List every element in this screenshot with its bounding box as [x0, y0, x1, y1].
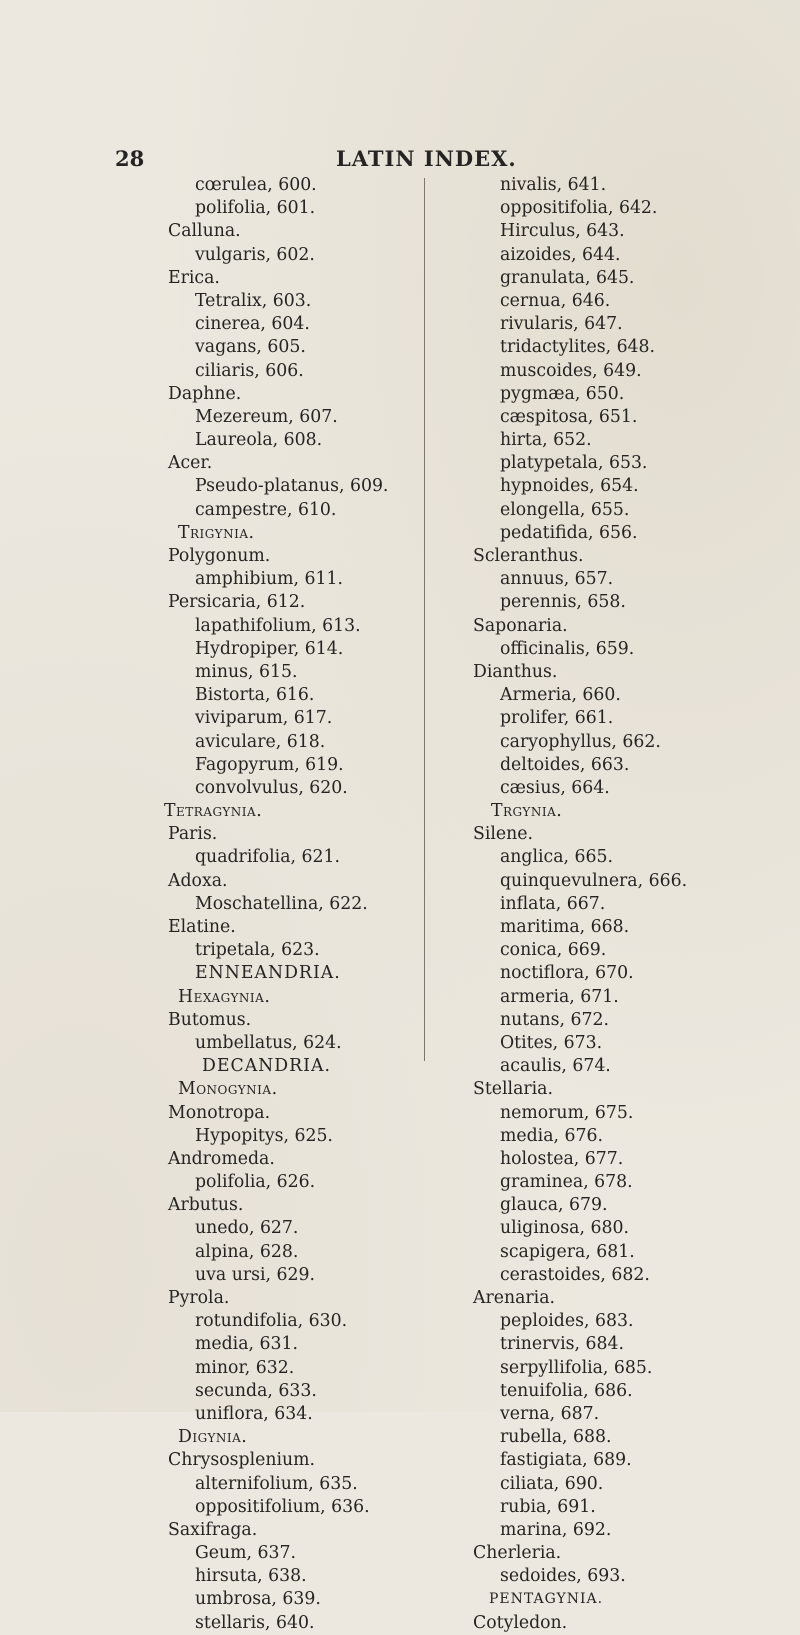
index-entry: inflata, 667.	[500, 893, 606, 914]
class-heading: Monogynia.	[178, 1079, 278, 1100]
index-entry: marina, 692.	[500, 1519, 612, 1540]
index-entry: cæspitosa, 651.	[500, 406, 638, 427]
index-entry: Geum, 637.	[195, 1543, 297, 1564]
index-entry: prolifer, 661.	[500, 708, 614, 729]
index-entry: hirsuta, 638.	[195, 1566, 307, 1587]
index-entry: vulgaris, 602.	[195, 244, 315, 265]
index-entry: alpina, 628.	[195, 1241, 299, 1262]
index-entry: graminea, 678.	[500, 1172, 633, 1193]
index-entry: cerastoides, 682.	[500, 1264, 650, 1285]
index-entry: nemorum, 675.	[500, 1102, 634, 1123]
index-entry: Bistorta, 616.	[195, 685, 315, 706]
index-entry: annuus, 657.	[500, 569, 614, 590]
index-entry: Moschatellina, 622.	[195, 893, 368, 914]
index-entry: armeria, 671.	[500, 986, 619, 1007]
index-entry: secunda, 633.	[195, 1380, 317, 1401]
genus-heading: Adoxa.	[168, 870, 228, 891]
index-entry: pygmæa, 650.	[500, 383, 625, 404]
index-entry: ciliaris, 606.	[195, 360, 304, 381]
class-heading: Trgynia.	[491, 801, 563, 822]
genus-heading: Butomus.	[168, 1009, 252, 1030]
page-number: 28	[115, 146, 145, 171]
genus-heading: Silene.	[473, 824, 533, 845]
index-entry: oppositifolium, 636.	[195, 1496, 370, 1517]
index-entry: Otites, 673.	[500, 1032, 603, 1053]
index-entry: nivalis, 641.	[500, 175, 607, 195]
index-entry: maritima, 668.	[500, 917, 630, 937]
index-entry: Hirculus, 643.	[500, 221, 625, 242]
index-entry: hypnoides, 654.	[500, 476, 639, 497]
index-entry: ciliata, 690.	[500, 1473, 604, 1494]
index-entry: amphibium, 611.	[195, 569, 343, 590]
index-entry: Hypopitys, 625.	[195, 1125, 333, 1146]
class-heading: ENNEANDRIA.	[195, 963, 341, 984]
index-entry: media, 676.	[500, 1125, 603, 1146]
index-entry: glauca, 679.	[500, 1195, 608, 1216]
genus-heading: Cherleria.	[473, 1543, 562, 1564]
index-entry: Tetralix, 603.	[195, 290, 312, 311]
index-entry: stellaris, 640.	[195, 1612, 315, 1633]
index-entry: minus, 615.	[195, 661, 298, 682]
index-entry: campestre, 610.	[195, 499, 337, 520]
index-entry: uliginosa, 680.	[500, 1218, 629, 1239]
class-heading: Hexagynia.	[178, 986, 271, 1007]
index-entry: tridactylites, 648.	[500, 337, 656, 358]
index-entry: Laureola, 608.	[195, 430, 323, 451]
index-entry: rivularis, 647.	[500, 314, 623, 335]
index-entry: hirta, 652.	[500, 430, 592, 451]
genus-heading: Stellaria.	[473, 1079, 553, 1100]
genus-heading: Arenaria.	[473, 1288, 555, 1308]
index-entry: polifolia, 626.	[195, 1172, 316, 1193]
index-entry: Hydropiper, 614.	[195, 638, 344, 659]
index-entry: convolvulus, 620.	[195, 777, 348, 798]
index-entry: tripetala, 623.	[195, 940, 320, 961]
index-entry: sedoides, 693.	[500, 1566, 626, 1587]
index-entry: granulata, 645.	[500, 267, 635, 288]
genus-heading: Pyrola.	[168, 1288, 230, 1308]
index-entry: tenuifolia, 686.	[500, 1380, 633, 1401]
index-entry: rotundifolia, 630.	[195, 1311, 348, 1332]
index-entry: unedo, 627.	[195, 1218, 299, 1239]
index-entry: Fagopyrum, 619.	[195, 754, 344, 775]
genus-heading: Scleranthus.	[473, 546, 584, 566]
class-heading: PENTAGYNIA.	[489, 1591, 604, 1608]
index-entry: peploides, 683.	[500, 1311, 634, 1332]
genus-heading: Calluna.	[168, 221, 241, 242]
index-entry: polifolia, 601.	[195, 198, 316, 219]
index-entry: quadrifolia, 621.	[195, 847, 340, 868]
column-divider	[424, 178, 425, 1061]
index-entry: deltoides, 663.	[500, 754, 630, 775]
index-entry: cæsius, 664.	[500, 777, 610, 798]
genus-heading: Cotyledon.	[473, 1612, 568, 1633]
index-entry: viviparum, 617.	[195, 708, 333, 729]
index-entry: muscoides, 649.	[500, 360, 642, 381]
index-entry: uniflora, 634.	[195, 1403, 313, 1424]
class-heading: DECANDRIA.	[202, 1056, 331, 1077]
index-entry: Armeria, 660.	[500, 685, 621, 706]
genus-heading: Daphne.	[168, 383, 242, 404]
genus-heading: Andromeda.	[168, 1148, 275, 1169]
class-heading: Digynia.	[178, 1427, 248, 1448]
index-entry: oppositifolia, 642.	[500, 198, 658, 219]
index-entry: lapathifolium, 613.	[195, 615, 361, 636]
genus-heading: Monotropa.	[168, 1102, 271, 1123]
right-column	[455, 174, 687, 1635]
index-entry: Mezereum, 607.	[195, 406, 338, 427]
index-entry: nutans, 672.	[500, 1009, 609, 1030]
genus-heading: Elatine.	[168, 917, 236, 937]
index-entry: fastigiata, 689.	[500, 1450, 632, 1471]
genus-heading: Saponaria.	[473, 615, 568, 636]
index-entry: officinalis, 659.	[500, 638, 635, 659]
index-entry: uva ursi, 629.	[195, 1264, 315, 1285]
index-entry: serpyllifolia, 685.	[500, 1357, 653, 1378]
index-entry: rubella, 688.	[500, 1427, 612, 1448]
index-entry: holostea, 677.	[500, 1148, 624, 1169]
index-entry: elongella, 655.	[500, 499, 630, 520]
genus-heading: Persicaria, 612.	[168, 592, 306, 613]
genus-heading: Acer.	[168, 453, 213, 474]
index-entry: trinervis, 684.	[500, 1334, 624, 1355]
index-entry: Pseudo-platanus, 609.	[195, 476, 389, 497]
index-entry: umbrosa, 639.	[195, 1589, 321, 1610]
index-entry: conica, 669.	[500, 940, 607, 961]
class-heading: Trigynia.	[178, 522, 255, 543]
index-entry: aizoides, 644.	[500, 244, 621, 265]
index-entry: minor, 632.	[195, 1357, 295, 1378]
genus-heading: Chrysosplenium.	[168, 1450, 316, 1471]
index-entry: cœrulea, 600.	[195, 175, 317, 195]
index-entry: cinerea, 604.	[195, 314, 310, 335]
genus-heading: Paris.	[168, 824, 218, 845]
class-heading: Tetragynia.	[164, 801, 263, 822]
index-entry: platypetala, 653.	[500, 453, 648, 474]
index-entry: anglica, 665.	[500, 847, 613, 868]
genus-heading: Dianthus.	[473, 661, 558, 682]
index-entry: umbellatus, 624.	[195, 1032, 342, 1053]
left-column	[150, 174, 388, 1635]
genus-heading: Erica.	[168, 267, 220, 288]
index-entry: scapigera, 681.	[500, 1241, 635, 1262]
index-entry: media, 631.	[195, 1334, 298, 1355]
index-entry: rubia, 691.	[500, 1496, 596, 1517]
index-entry: vagans, 605.	[195, 337, 306, 358]
index-entry: noctiflora, 670.	[500, 963, 634, 984]
index-entry: aviculare, 618.	[195, 731, 326, 752]
index-entry: perennis, 658.	[500, 592, 626, 613]
index-entry: cernua, 646.	[500, 290, 611, 311]
index-entry: verna, 687.	[500, 1403, 600, 1424]
index-entry: quinquevulnera, 666.	[500, 870, 688, 891]
index-entry: acaulis, 674.	[500, 1056, 611, 1077]
index-entry: caryophyllus, 662.	[500, 731, 661, 752]
running-title: LATIN INDEX.	[336, 146, 517, 171]
index-entry: pedatifida, 656.	[500, 522, 638, 543]
genus-heading: Polygonum.	[168, 546, 271, 566]
index-entry: alternifolium, 635.	[195, 1473, 358, 1494]
genus-heading: Arbutus.	[168, 1195, 244, 1216]
genus-heading: Saxifraga.	[168, 1519, 258, 1540]
